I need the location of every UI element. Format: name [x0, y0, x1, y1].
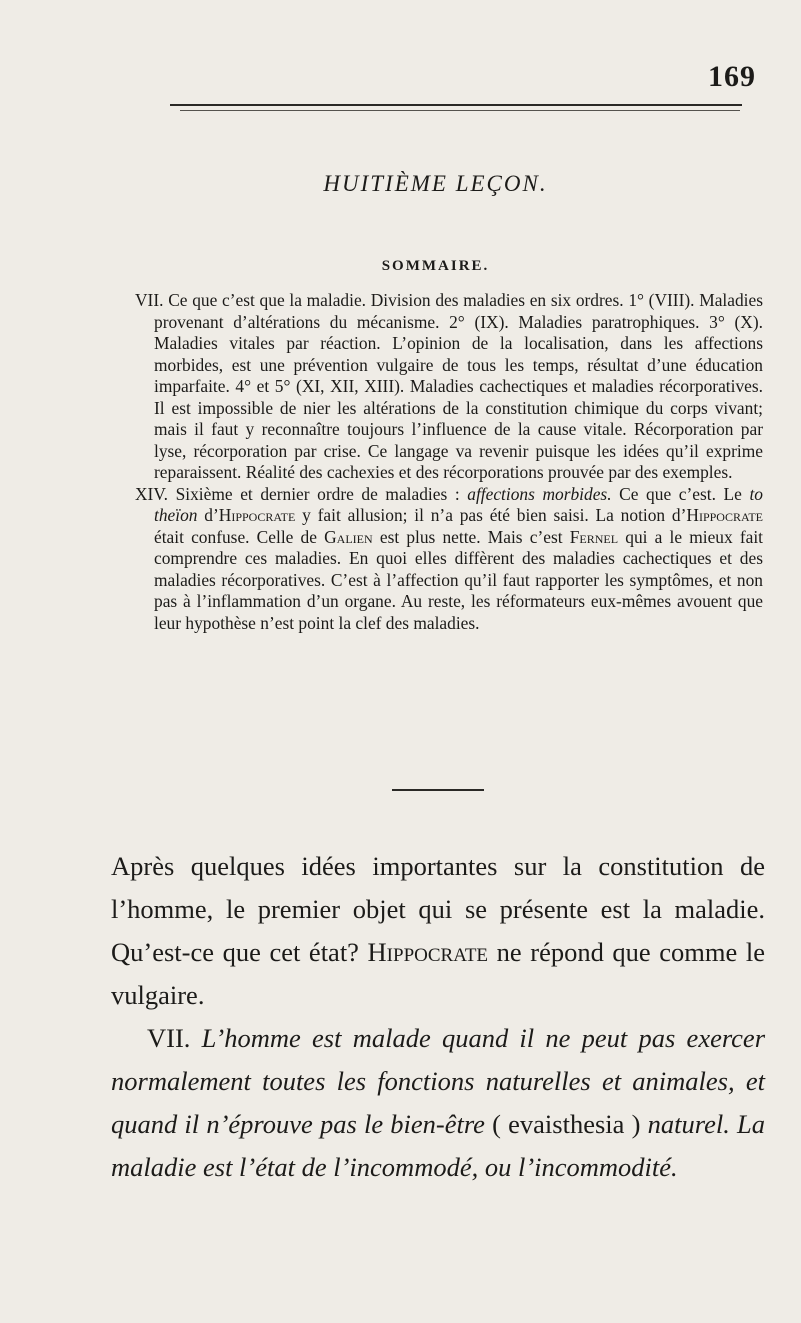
body-name-hippocrate: Hippocrate	[367, 937, 489, 967]
sommaire-item-vii	[135, 290, 763, 484]
body-paragraph-1	[111, 845, 765, 1017]
sommaire-text-vii: Ce que c’est que la maladie. Division des maladies en six ordres. 1° (VIII). Maladies provenant d’altérations du mécanisme. 2° (IX). Maladies paratrophiques. 3° (X). Maladies vitales par réaction. L’opinion de la localisation, dans les affections morbides, est une prévention vulgaire de tous les temps, résultat d’une éducation imparfaite. 4° et 5° (XI, XII, XIII). Maladies cachectiques et maladies récorporatives. Il est impossible de nier les altérations de la constitution chimique du corps vivant; mais il faut y reconnaître toujours l’influence de la cause vitale. Récorporation par lyse, récorporation par crise. Ce langage va revenir puisque les idées qu’il exprime reparaissent. Réalité des cachexies et des récorporations prouvée par des exemples.	[154, 290, 763, 482]
sommaire-text-xiv-7: qui a le mieux fait comprendre ces maladies. En quoi elles diffèrent des maladies cachectiques et des maladies récorporatives. C’est à l’affection qu’il faut rapporter les symptômes, et non pas à l’inflammation d’un organe. Au reste, les réformateurs eux-mêmes avouent que leur hypothèse n’est point la clef des maladies.	[154, 526, 764, 633]
sommaire-block	[135, 290, 763, 634]
sommaire-text-xiv-3: d’	[204, 505, 219, 525]
lecon-title: HUITIÈME LEÇON.	[323, 171, 548, 196]
body-paragraph-2	[111, 1017, 765, 1189]
sommaire-numeral-xiv: XIV.	[135, 483, 169, 504]
sommaire-item-xiv	[135, 484, 763, 635]
body-p1-text-b: ne répond que comme le vulgaire.	[111, 937, 765, 1010]
sommaire-text-xiv-1: Sixième et dernier ordre de maladies :	[175, 483, 460, 504]
body-text	[111, 845, 765, 1189]
sommaire-text-xiv-5: était confuse. Celle de	[154, 526, 317, 547]
sommaire-name-fernel: Fernel	[569, 526, 619, 547]
sommaire-numeral-vii: VII.	[135, 290, 164, 310]
sommaire-text-xiv-4: y fait allusion; il n’a pas été bien saisi. La notion d’	[302, 505, 687, 525]
header-rule	[170, 104, 742, 106]
page-number: 169	[708, 60, 756, 93]
header-rule-thin	[180, 110, 740, 111]
sommaire-text-xiv-6: est plus nette. Mais c’est	[379, 526, 563, 547]
sommaire-name-hippocrate-1: Hippocrate	[218, 505, 296, 525]
sommaire-name-hippocrate-2: Hippocrate	[686, 505, 763, 525]
sommaire-heading: SOMMAIRE.	[381, 258, 490, 274]
body-p1-text-a: Après quelques idées importantes sur la constitution de l’homme, le premier objet qui se présente est la maladie. Qu’est-ce que cet état?	[111, 851, 765, 967]
sommaire-affections-morbides: affections morbides.	[467, 483, 612, 504]
sommaire-name-galien: Galien	[324, 526, 373, 547]
body-p2-definition-a: L’homme est malade quand il ne peut pas exercer normalement toutes les fonctions naturelles et animales, et quand il n’éprouve pas le bien-être	[111, 1023, 766, 1139]
sommaire-to-theion: to theïon	[154, 483, 763, 525]
body-p2-numeral: VII.	[147, 1023, 191, 1053]
body-p2-evaisthesia: ( evaisthesia )	[492, 1109, 641, 1139]
section-divider	[392, 789, 484, 791]
sommaire-text-xiv-2: Ce que c’est. Le	[619, 483, 742, 504]
body-p2-definition-b: naturel. La maladie est l’état de l’incommodé, ou l’incommodité.	[111, 1109, 765, 1182]
